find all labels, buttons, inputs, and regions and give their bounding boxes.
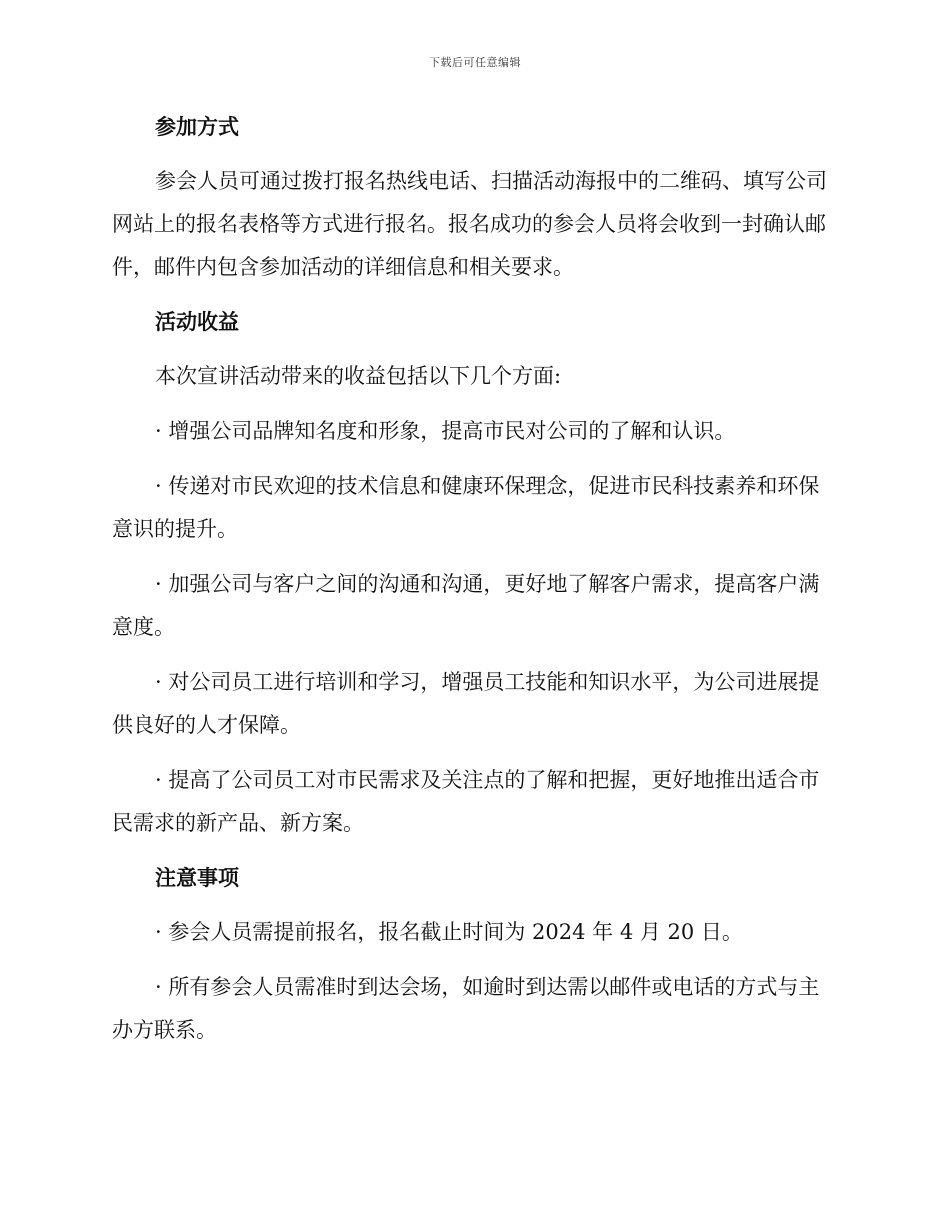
benefits-intro: 本次宣讲活动带来的收益包括以下几个方面:	[155, 364, 562, 388]
note-item: · 参会人员需提前报名，报名截止时间为 2024 年 4 月 20 日。	[155, 920, 743, 944]
header-note: 下载后可任意编辑	[429, 56, 521, 69]
benefit-item: · 提高了公司员工对市民需求及关注点的了解和把握，更好地推出适合市民需求的新产品、新方案。	[112, 768, 820, 835]
document-body	[112, 106, 832, 1052]
benefit-item: · 传递对市民欢迎的技术信息和健康环保理念，促进市民科技素养和环保意识的提升。	[112, 474, 820, 541]
section-title-participation: 参加方式	[155, 115, 239, 139]
section-title-benefits: 活动收益	[155, 310, 239, 334]
note-item: · 所有参会人员需准时到达会场，如逾时到达需以邮件或电话的方式与主办方联系。	[112, 975, 820, 1042]
benefit-item: · 加强公司与客户之间的沟通和沟通，更好地了解客户需求，提高客户满意度。	[112, 572, 820, 639]
participation-body: 参会人员可通过拨打报名热线电话、扫描活动海报中的二维码、填写公司网站上的报名表格等方式进行报名。报名成功的参会人员将会收到一封确认邮件，邮件内包含参加活动的详细信息和相关要求。	[112, 169, 827, 279]
benefit-item: · 增强公司品牌知名度和形象，提高市民对公司的了解和认识。	[155, 419, 736, 443]
section-title-notes: 注意事项	[155, 866, 239, 890]
benefit-item: · 对公司员工进行培训和学习，增强员工技能和知识水平，为公司进展提供良好的人才保障。	[112, 670, 820, 737]
